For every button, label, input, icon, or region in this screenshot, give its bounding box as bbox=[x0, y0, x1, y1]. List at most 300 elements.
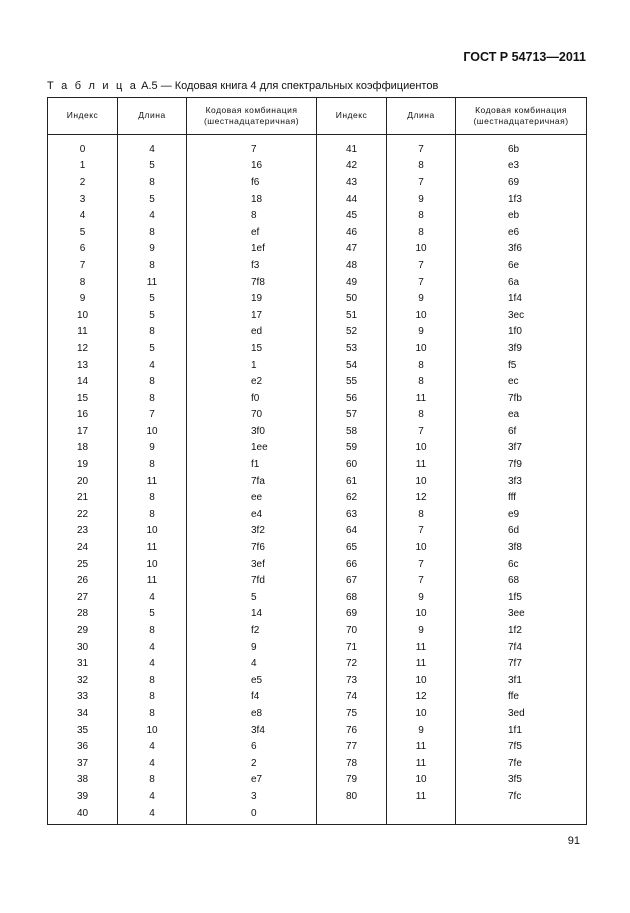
code-cell: fff bbox=[456, 489, 587, 506]
length-cell: 5 bbox=[118, 290, 187, 307]
code-cell: 6b bbox=[456, 135, 587, 158]
code-cell: 7f6 bbox=[187, 539, 317, 556]
code-cell: 3f1 bbox=[456, 672, 587, 689]
index-cell: 26 bbox=[48, 572, 118, 589]
code-cell: 4 bbox=[187, 655, 317, 672]
length-cell: 11 bbox=[387, 788, 456, 805]
table-row bbox=[48, 324, 587, 341]
index-cell: 73 bbox=[317, 672, 387, 689]
index-cell: 13 bbox=[48, 357, 118, 374]
table-row bbox=[48, 274, 587, 291]
table-row bbox=[48, 207, 587, 224]
table-row bbox=[48, 407, 587, 424]
code-cell: 3f8 bbox=[456, 539, 587, 556]
index-cell: 77 bbox=[317, 738, 387, 755]
length-cell: 9 bbox=[387, 589, 456, 606]
table-row bbox=[48, 738, 587, 755]
table-row bbox=[48, 805, 587, 825]
length-cell: 8 bbox=[118, 174, 187, 191]
index-cell: 22 bbox=[48, 506, 118, 523]
index-cell: 44 bbox=[317, 191, 387, 208]
index-cell: 10 bbox=[48, 307, 118, 324]
length-cell: 10 bbox=[387, 473, 456, 490]
index-cell: 48 bbox=[317, 257, 387, 274]
code-cell: 7f4 bbox=[456, 639, 587, 656]
length-cell: 8 bbox=[387, 357, 456, 374]
table-row bbox=[48, 639, 587, 656]
table-row bbox=[48, 307, 587, 324]
header-code: Кодовая комбинация (шестнадцатеричная) bbox=[456, 98, 587, 135]
index-cell: 55 bbox=[317, 373, 387, 390]
length-cell: 4 bbox=[118, 135, 187, 158]
code-cell: 8 bbox=[187, 207, 317, 224]
table-row bbox=[48, 135, 587, 158]
code-cell: 5 bbox=[187, 589, 317, 606]
length-cell: 7 bbox=[387, 174, 456, 191]
length-cell: 9 bbox=[387, 191, 456, 208]
code-cell: e9 bbox=[456, 506, 587, 523]
table-row bbox=[48, 556, 587, 573]
page-number: 91 bbox=[567, 835, 580, 847]
table-row bbox=[48, 340, 587, 357]
index-cell: 11 bbox=[48, 324, 118, 341]
code-cell: ffe bbox=[456, 689, 587, 706]
length-cell: 8 bbox=[387, 373, 456, 390]
table-row bbox=[48, 174, 587, 191]
index-cell: 36 bbox=[48, 738, 118, 755]
table-row bbox=[48, 772, 587, 789]
length-cell: 4 bbox=[118, 357, 187, 374]
length-cell: 10 bbox=[387, 539, 456, 556]
table-row bbox=[48, 589, 587, 606]
index-cell: 5 bbox=[48, 224, 118, 241]
length-cell: 5 bbox=[118, 191, 187, 208]
index-cell: 6 bbox=[48, 241, 118, 258]
length-cell: 10 bbox=[118, 722, 187, 739]
index-cell: 53 bbox=[317, 340, 387, 357]
table-caption-text: А.5 — Кодовая книга 4 для спектральных коэффициентов bbox=[141, 80, 439, 92]
table-row bbox=[48, 622, 587, 639]
length-cell: 11 bbox=[387, 738, 456, 755]
table-row bbox=[48, 456, 587, 473]
length-cell: 8 bbox=[118, 257, 187, 274]
index-cell: 34 bbox=[48, 705, 118, 722]
code-cell: 7f8 bbox=[187, 274, 317, 291]
index-cell: 21 bbox=[48, 489, 118, 506]
index-cell: 67 bbox=[317, 572, 387, 589]
length-cell: 8 bbox=[387, 506, 456, 523]
table-row bbox=[48, 440, 587, 457]
code-cell: 1ee bbox=[187, 440, 317, 457]
length-cell: 7 bbox=[387, 556, 456, 573]
code-cell: 69 bbox=[456, 174, 587, 191]
code-cell: 3ef bbox=[187, 556, 317, 573]
index-cell: 42 bbox=[317, 158, 387, 175]
length-cell: 4 bbox=[118, 589, 187, 606]
table-row bbox=[48, 722, 587, 739]
length-cell: 9 bbox=[387, 722, 456, 739]
index-cell: 74 bbox=[317, 689, 387, 706]
code-cell: 3f0 bbox=[187, 423, 317, 440]
table-row bbox=[48, 473, 587, 490]
length-cell: 8 bbox=[118, 373, 187, 390]
table-row bbox=[48, 357, 587, 374]
table-row bbox=[48, 423, 587, 440]
code-cell: 3ed bbox=[456, 705, 587, 722]
code-cell: 7fe bbox=[456, 755, 587, 772]
code-cell: f3 bbox=[187, 257, 317, 274]
index-cell: 45 bbox=[317, 207, 387, 224]
length-cell: 7 bbox=[387, 423, 456, 440]
length-cell: 8 bbox=[118, 705, 187, 722]
index-cell bbox=[317, 805, 387, 825]
code-cell: f0 bbox=[187, 390, 317, 407]
index-cell: 33 bbox=[48, 689, 118, 706]
code-cell: ec bbox=[456, 373, 587, 390]
length-cell: 8 bbox=[387, 158, 456, 175]
index-cell: 20 bbox=[48, 473, 118, 490]
code-cell: f1 bbox=[187, 456, 317, 473]
index-cell: 51 bbox=[317, 307, 387, 324]
length-cell: 8 bbox=[387, 224, 456, 241]
length-cell: 10 bbox=[118, 523, 187, 540]
index-cell: 37 bbox=[48, 755, 118, 772]
code-cell: 3f7 bbox=[456, 440, 587, 457]
code-cell: 7 bbox=[187, 135, 317, 158]
length-cell: 11 bbox=[387, 755, 456, 772]
length-cell: 11 bbox=[118, 473, 187, 490]
header-index: Индекс bbox=[48, 98, 118, 135]
table-row bbox=[48, 224, 587, 241]
index-cell: 9 bbox=[48, 290, 118, 307]
length-cell bbox=[387, 805, 456, 825]
length-cell: 8 bbox=[118, 390, 187, 407]
code-cell: 7f5 bbox=[456, 738, 587, 755]
table-row bbox=[48, 672, 587, 689]
index-cell: 4 bbox=[48, 207, 118, 224]
table-row bbox=[48, 506, 587, 523]
header-length: Длина bbox=[387, 98, 456, 135]
code-cell: ee bbox=[187, 489, 317, 506]
length-cell: 9 bbox=[118, 440, 187, 457]
index-cell: 0 bbox=[48, 135, 118, 158]
index-cell: 57 bbox=[317, 407, 387, 424]
code-cell: ed bbox=[187, 324, 317, 341]
length-cell: 8 bbox=[118, 456, 187, 473]
length-cell: 10 bbox=[387, 241, 456, 258]
length-cell: 7 bbox=[387, 274, 456, 291]
index-cell: 70 bbox=[317, 622, 387, 639]
length-cell: 10 bbox=[387, 705, 456, 722]
length-cell: 4 bbox=[118, 639, 187, 656]
length-cell: 8 bbox=[118, 622, 187, 639]
code-cell: 7fa bbox=[187, 473, 317, 490]
length-cell: 11 bbox=[118, 539, 187, 556]
index-cell: 19 bbox=[48, 456, 118, 473]
index-cell: 56 bbox=[317, 390, 387, 407]
index-cell: 32 bbox=[48, 672, 118, 689]
index-cell: 58 bbox=[317, 423, 387, 440]
table-row bbox=[48, 390, 587, 407]
table-row bbox=[48, 257, 587, 274]
length-cell: 8 bbox=[118, 224, 187, 241]
index-cell: 41 bbox=[317, 135, 387, 158]
code-cell: 19 bbox=[187, 290, 317, 307]
index-cell: 30 bbox=[48, 639, 118, 656]
code-cell: 1f0 bbox=[456, 324, 587, 341]
table-row bbox=[48, 788, 587, 805]
length-cell: 10 bbox=[387, 672, 456, 689]
index-cell: 1 bbox=[48, 158, 118, 175]
code-cell: 3f5 bbox=[456, 772, 587, 789]
index-cell: 66 bbox=[317, 556, 387, 573]
index-cell: 18 bbox=[48, 440, 118, 457]
code-cell: 6d bbox=[456, 523, 587, 540]
length-cell: 9 bbox=[387, 290, 456, 307]
index-cell: 52 bbox=[317, 324, 387, 341]
code-cell: 1f4 bbox=[456, 290, 587, 307]
header-code: Кодовая комбинация (шестнадцатеричная) bbox=[187, 98, 317, 135]
code-cell: 68 bbox=[456, 572, 587, 589]
table-body bbox=[48, 135, 587, 825]
length-cell: 4 bbox=[118, 207, 187, 224]
length-cell: 11 bbox=[387, 655, 456, 672]
code-cell: e3 bbox=[456, 158, 587, 175]
index-cell: 80 bbox=[317, 788, 387, 805]
length-cell: 12 bbox=[387, 689, 456, 706]
index-cell: 49 bbox=[317, 274, 387, 291]
code-cell: 3f6 bbox=[456, 241, 587, 258]
length-cell: 11 bbox=[387, 639, 456, 656]
length-cell: 11 bbox=[387, 390, 456, 407]
index-cell: 25 bbox=[48, 556, 118, 573]
length-cell: 5 bbox=[118, 307, 187, 324]
index-cell: 38 bbox=[48, 772, 118, 789]
length-cell: 8 bbox=[118, 772, 187, 789]
code-cell: 3f2 bbox=[187, 523, 317, 540]
index-cell: 75 bbox=[317, 705, 387, 722]
index-cell: 65 bbox=[317, 539, 387, 556]
index-cell: 63 bbox=[317, 506, 387, 523]
code-cell: 1f1 bbox=[456, 722, 587, 739]
code-cell: ea bbox=[456, 407, 587, 424]
length-cell: 8 bbox=[387, 207, 456, 224]
code-cell: 0 bbox=[187, 805, 317, 825]
code-cell: 9 bbox=[187, 639, 317, 656]
index-cell: 46 bbox=[317, 224, 387, 241]
index-cell: 24 bbox=[48, 539, 118, 556]
code-cell: e6 bbox=[456, 224, 587, 241]
length-cell: 11 bbox=[118, 274, 187, 291]
index-cell: 28 bbox=[48, 606, 118, 623]
length-cell: 7 bbox=[387, 135, 456, 158]
length-cell: 5 bbox=[118, 340, 187, 357]
index-cell: 50 bbox=[317, 290, 387, 307]
table-row bbox=[48, 655, 587, 672]
code-cell: e7 bbox=[187, 772, 317, 789]
index-cell: 12 bbox=[48, 340, 118, 357]
length-cell: 4 bbox=[118, 788, 187, 805]
index-cell: 35 bbox=[48, 722, 118, 739]
header-length: Длина bbox=[118, 98, 187, 135]
code-cell: f5 bbox=[456, 357, 587, 374]
length-cell: 10 bbox=[387, 772, 456, 789]
length-cell: 8 bbox=[118, 672, 187, 689]
length-cell: 5 bbox=[118, 158, 187, 175]
code-cell: ef bbox=[187, 224, 317, 241]
length-cell: 4 bbox=[118, 805, 187, 825]
code-cell: e4 bbox=[187, 506, 317, 523]
table-header-row bbox=[48, 98, 587, 135]
code-cell: 17 bbox=[187, 307, 317, 324]
code-cell: 14 bbox=[187, 606, 317, 623]
code-cell: 7fc bbox=[456, 788, 587, 805]
table-row bbox=[48, 373, 587, 390]
index-cell: 71 bbox=[317, 639, 387, 656]
code-cell: 1f5 bbox=[456, 589, 587, 606]
index-cell: 78 bbox=[317, 755, 387, 772]
index-cell: 64 bbox=[317, 523, 387, 540]
length-cell: 8 bbox=[387, 407, 456, 424]
length-cell: 11 bbox=[118, 572, 187, 589]
code-cell: 15 bbox=[187, 340, 317, 357]
index-cell: 2 bbox=[48, 174, 118, 191]
index-cell: 17 bbox=[48, 423, 118, 440]
index-cell: 16 bbox=[48, 407, 118, 424]
length-cell: 10 bbox=[118, 556, 187, 573]
code-cell: f2 bbox=[187, 622, 317, 639]
code-cell: 6a bbox=[456, 274, 587, 291]
index-cell: 27 bbox=[48, 589, 118, 606]
length-cell: 7 bbox=[118, 407, 187, 424]
index-cell: 54 bbox=[317, 357, 387, 374]
index-cell: 8 bbox=[48, 274, 118, 291]
length-cell: 10 bbox=[118, 423, 187, 440]
length-cell: 4 bbox=[118, 755, 187, 772]
header-index: Индекс bbox=[317, 98, 387, 135]
table-row bbox=[48, 489, 587, 506]
table-row bbox=[48, 523, 587, 540]
length-cell: 9 bbox=[387, 324, 456, 341]
index-cell: 68 bbox=[317, 589, 387, 606]
code-cell: e5 bbox=[187, 672, 317, 689]
table-row bbox=[48, 705, 587, 722]
code-cell: 18 bbox=[187, 191, 317, 208]
index-cell: 14 bbox=[48, 373, 118, 390]
code-cell: f6 bbox=[187, 174, 317, 191]
code-cell: f4 bbox=[187, 689, 317, 706]
index-cell: 29 bbox=[48, 622, 118, 639]
length-cell: 7 bbox=[387, 523, 456, 540]
code-cell: 16 bbox=[187, 158, 317, 175]
index-cell: 47 bbox=[317, 241, 387, 258]
index-cell: 23 bbox=[48, 523, 118, 540]
length-cell: 12 bbox=[387, 489, 456, 506]
index-cell: 62 bbox=[317, 489, 387, 506]
length-cell: 7 bbox=[387, 257, 456, 274]
code-cell: e8 bbox=[187, 705, 317, 722]
code-cell: 3f3 bbox=[456, 473, 587, 490]
code-cell: eb bbox=[456, 207, 587, 224]
code-cell: 7f7 bbox=[456, 655, 587, 672]
length-cell: 10 bbox=[387, 440, 456, 457]
code-cell: 7fb bbox=[456, 390, 587, 407]
code-cell: e2 bbox=[187, 373, 317, 390]
code-cell: 1f2 bbox=[456, 622, 587, 639]
code-cell: 70 bbox=[187, 407, 317, 424]
length-cell: 4 bbox=[118, 655, 187, 672]
index-cell: 39 bbox=[48, 788, 118, 805]
table-row bbox=[48, 158, 587, 175]
index-cell: 76 bbox=[317, 722, 387, 739]
index-cell: 40 bbox=[48, 805, 118, 825]
index-cell: 3 bbox=[48, 191, 118, 208]
index-cell: 31 bbox=[48, 655, 118, 672]
length-cell: 8 bbox=[118, 689, 187, 706]
code-cell bbox=[456, 805, 587, 825]
length-cell: 10 bbox=[387, 340, 456, 357]
table-row bbox=[48, 539, 587, 556]
index-cell: 61 bbox=[317, 473, 387, 490]
length-cell: 11 bbox=[387, 456, 456, 473]
index-cell: 69 bbox=[317, 606, 387, 623]
code-cell: 1f3 bbox=[456, 191, 587, 208]
code-cell: 7fd bbox=[187, 572, 317, 589]
code-cell: 3f4 bbox=[187, 722, 317, 739]
code-cell: 3f9 bbox=[456, 340, 587, 357]
code-cell: 3ee bbox=[456, 606, 587, 623]
table-row bbox=[48, 606, 587, 623]
codebook-table bbox=[47, 97, 587, 825]
length-cell: 7 bbox=[387, 572, 456, 589]
table-caption bbox=[47, 80, 438, 92]
table-row bbox=[48, 241, 587, 258]
table-row bbox=[48, 290, 587, 307]
length-cell: 10 bbox=[387, 307, 456, 324]
table-row bbox=[48, 689, 587, 706]
code-cell: 7f9 bbox=[456, 456, 587, 473]
table-row bbox=[48, 191, 587, 208]
length-cell: 8 bbox=[118, 324, 187, 341]
index-cell: 60 bbox=[317, 456, 387, 473]
table-caption-label: Т а б л и ц а bbox=[47, 80, 139, 92]
code-cell: 6 bbox=[187, 738, 317, 755]
index-cell: 15 bbox=[48, 390, 118, 407]
index-cell: 72 bbox=[317, 655, 387, 672]
length-cell: 5 bbox=[118, 606, 187, 623]
length-cell: 9 bbox=[118, 241, 187, 258]
index-cell: 43 bbox=[317, 174, 387, 191]
index-cell: 79 bbox=[317, 772, 387, 789]
code-cell: 6f bbox=[456, 423, 587, 440]
code-cell: 6e bbox=[456, 257, 587, 274]
standard-number: ГОСТ Р 54713—2011 bbox=[463, 50, 586, 64]
code-cell: 3ec bbox=[456, 307, 587, 324]
code-cell: 3 bbox=[187, 788, 317, 805]
index-cell: 7 bbox=[48, 257, 118, 274]
length-cell: 8 bbox=[118, 489, 187, 506]
length-cell: 10 bbox=[387, 606, 456, 623]
table-row bbox=[48, 572, 587, 589]
length-cell: 8 bbox=[118, 506, 187, 523]
index-cell: 59 bbox=[317, 440, 387, 457]
code-cell: 2 bbox=[187, 755, 317, 772]
table-row bbox=[48, 755, 587, 772]
code-cell: 1ef bbox=[187, 241, 317, 258]
code-cell: 1 bbox=[187, 357, 317, 374]
code-cell: 6c bbox=[456, 556, 587, 573]
length-cell: 4 bbox=[118, 738, 187, 755]
